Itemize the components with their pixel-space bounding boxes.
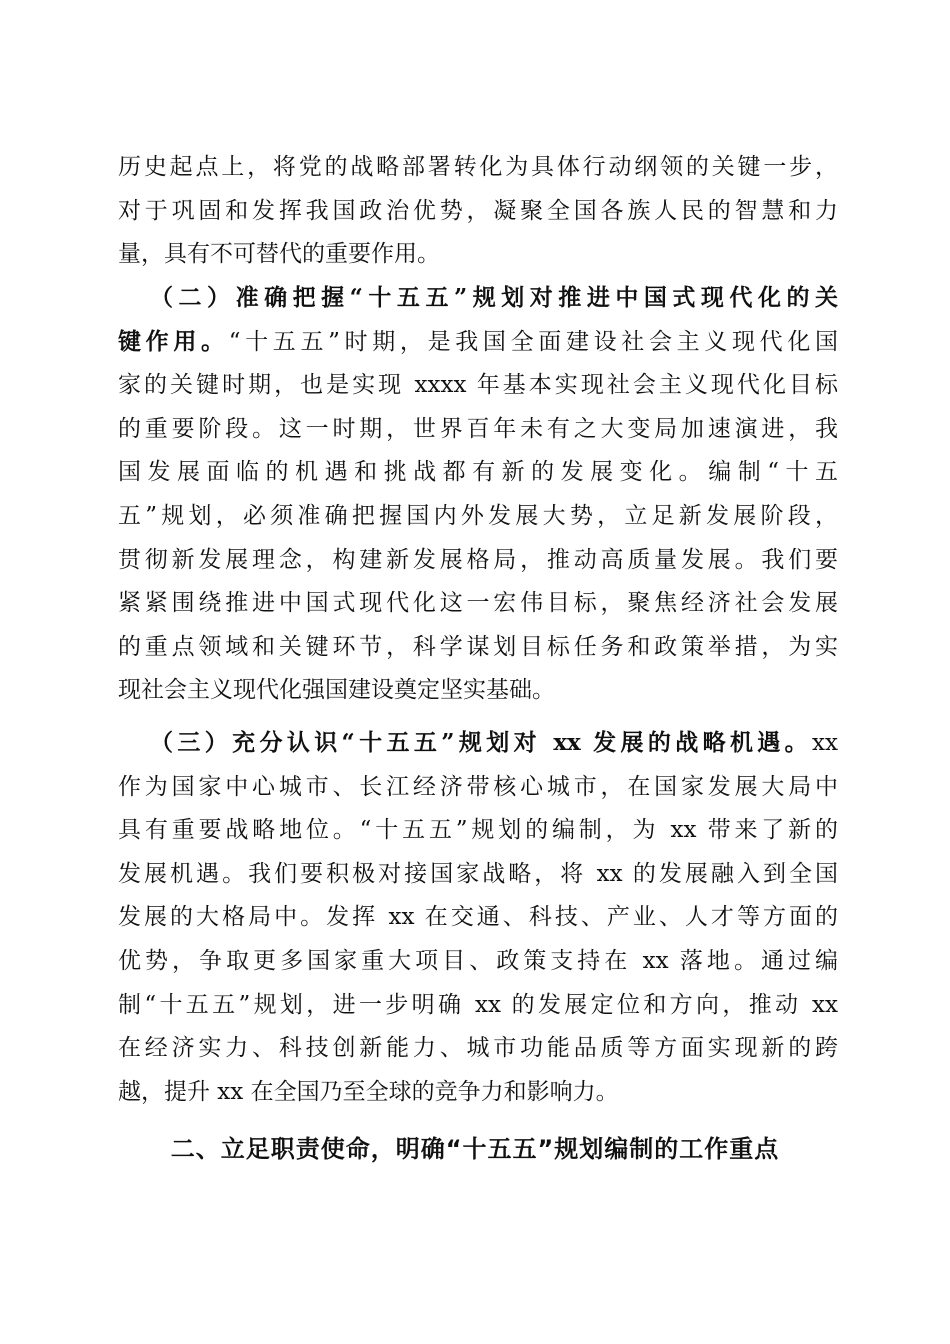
paragraph-line — [118, 327, 838, 357]
body-text: 发展机遇。我们要积极对接国家战略，将 xx 的发展融入到全国 — [118, 860, 838, 887]
paragraph-line — [118, 196, 838, 226]
body-text: 五”规划，必须准确把握国内外发展大势，立足新发展阶段， — [118, 503, 838, 529]
bold-lead-text: （三）充分认识“十五五”规划对 xx 发展的战略机遇。 — [150, 729, 813, 756]
body-text: 对于巩固和发挥我国政治优势，凝聚全国各族人民的智慧和力 — [118, 197, 838, 224]
paragraph-line — [150, 283, 838, 313]
paragraph-line — [118, 859, 838, 889]
paragraph-line — [118, 675, 838, 705]
body-text: 量，具有不可替代的重要作用。 — [118, 241, 440, 268]
body-text: 在经济实力、科技创新能力、城市功能品质等方面实现新的跨 — [118, 1035, 838, 1062]
paragraph-line — [118, 990, 838, 1020]
body-text: 制“十五五”规划，进一步明确 xx 的发展定位和方向，推动 xx — [118, 991, 838, 1018]
bold-lead-text: 键作用。 — [118, 327, 229, 355]
body-text: 国发展面临的机遇和挑战都有新的发展变化。编制“十五 — [118, 459, 838, 486]
paragraph-line — [150, 728, 838, 758]
body-text: 紧紧围绕推进中国式现代化这一宏伟目标，聚焦经济社会发展 — [118, 590, 838, 617]
bold-lead-text: （二）准确把握“十五五”规划对推进中国式现代化的关 — [150, 284, 838, 311]
body-text: 优势，争取更多国家重大项目、政策支持在 xx 落地。通过编 — [118, 948, 838, 974]
body-text: 贯彻新发展理念，构建新发展格局，推动高质量发展。我们要 — [118, 546, 838, 573]
body-text: 的重要阶段。这一时期，世界百年未有之大变局加速演进，我 — [118, 415, 838, 442]
body-text: 作为国家中心城市、长江经济带核心城市，在国家发展大局中 — [118, 773, 838, 800]
body-text: 越，提升 xx 在全国乃至全球的竞争力和影响力。 — [118, 1078, 619, 1105]
paragraph-line — [118, 501, 838, 531]
paragraph-line — [118, 1077, 838, 1107]
paragraph-line — [118, 414, 838, 444]
paragraph-line — [118, 152, 838, 182]
section-heading: 二、立足职责使命，明确“十五五”规划编制的工作重点 — [170, 1135, 780, 1163]
body-text: 发展的大格局中。发挥 xx 在交通、科技、产业、人才等方面的 — [118, 904, 838, 931]
body-text: 的重点领域和关键环节，科学谋划目标任务和政策举措，为实 — [118, 633, 838, 660]
body-text: 具有重要战略地位。“十五五”规划的编制，为 xx 带来了新的 — [118, 817, 838, 844]
paragraph-line — [118, 545, 838, 575]
paragraph-line — [118, 370, 838, 400]
paragraph-line — [118, 772, 838, 802]
paragraph-line — [118, 946, 838, 976]
paragraph-line — [118, 588, 838, 618]
paragraph-line — [118, 239, 838, 269]
body-text: 家的关键时期，也是实现 xxxx 年基本实现社会主义现代化目标 — [118, 372, 838, 399]
paragraph-line — [118, 632, 838, 662]
paragraph-line — [118, 1033, 838, 1063]
body-text: “十五五”时期，是我国全面建设社会主义现代化国 — [228, 328, 838, 355]
body-text: 现社会主义现代化强国建设奠定坚实基础。 — [118, 677, 555, 704]
body-text: 历史起点上，将党的战略部署转化为具体行动纲领的关键一步， — [118, 154, 838, 180]
body-text: xx — [812, 730, 838, 756]
paragraph-line — [118, 815, 838, 845]
paragraph-line — [118, 457, 838, 487]
paragraph-line — [118, 902, 838, 932]
